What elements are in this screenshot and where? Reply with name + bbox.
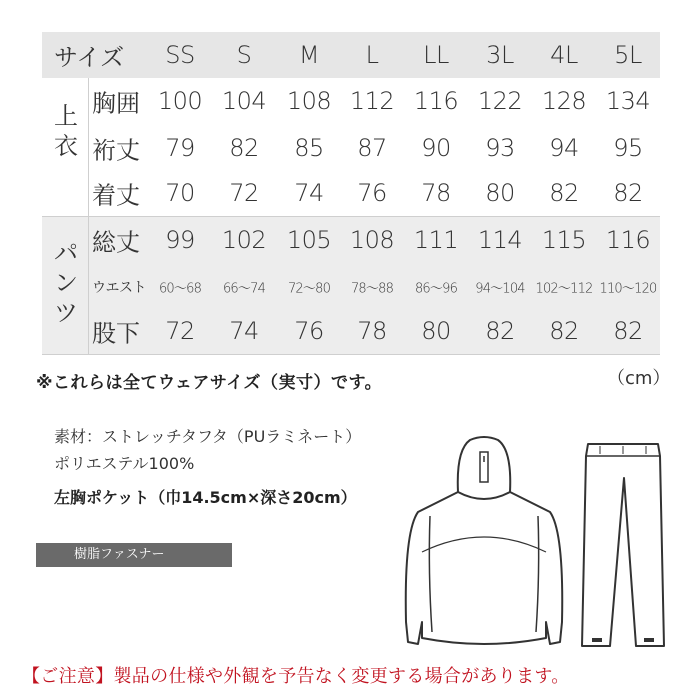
table-cell: 90 — [421, 134, 451, 162]
table-cell: 94〜104 — [475, 281, 525, 297]
row-label: 股下 — [92, 319, 140, 348]
zipper-tag: 樹脂ファスナー — [36, 543, 232, 567]
row-label: 胸囲 — [92, 89, 140, 118]
table-cell: 105 — [286, 226, 332, 254]
table-cell: 70 — [165, 179, 195, 207]
table-cell: 60〜68 — [158, 281, 202, 297]
pants-group-label — [44, 238, 88, 328]
table-cell: 80 — [485, 179, 515, 207]
size-header-cell: M — [298, 41, 320, 69]
table-cell: 66〜74 — [222, 281, 266, 297]
table-cell: 80 — [421, 317, 451, 345]
table-bottom-rule — [42, 354, 660, 355]
table-cell: 82 — [549, 179, 579, 207]
table-cell: 79 — [165, 134, 195, 162]
table-cell: 108 — [349, 226, 395, 254]
material-line-2: ポリエステル100% — [54, 454, 195, 473]
table-cell: 82 — [613, 317, 643, 345]
pocket-spec: 左胸ポケット（巾14.5cm×深さ20cm） — [54, 488, 357, 507]
size-header-cell: L — [365, 41, 379, 69]
caution-notice: 【ご注意】製品の仕様や外観を予告なく変更する場合があります。 — [22, 666, 570, 687]
table-cell: 72 — [165, 317, 195, 345]
table-cell: 128 — [541, 87, 587, 115]
table-cell: 134 — [605, 87, 651, 115]
row-label: 総丈 — [92, 228, 140, 257]
size-header-label: サイズ — [54, 43, 125, 72]
size-header-cell: 3L — [486, 41, 514, 69]
unit-label: （cm） — [607, 368, 671, 389]
size-header-cell: 5L — [614, 41, 642, 69]
section-divider — [42, 216, 660, 217]
size-note: ※これらは全てウェアサイズ（実寸）です。 — [36, 373, 383, 393]
table-cell: 99 — [165, 226, 195, 254]
material-line-1: 素材：ストレッチタフタ（PUラミネート） — [54, 427, 362, 446]
table-cell: 110〜120 — [599, 281, 657, 297]
table-cell: 76 — [357, 179, 387, 207]
table-cell: 85 — [294, 134, 324, 162]
table-cell: 78 — [421, 179, 451, 207]
row-label: 着丈 — [92, 181, 140, 210]
table-cell: 93 — [485, 134, 515, 162]
table-cell: 108 — [286, 87, 332, 115]
table-cell: 82 — [549, 317, 579, 345]
table-cell: 82 — [613, 179, 643, 207]
size-header-cell: 4L — [550, 41, 578, 69]
table-cell: 76 — [294, 317, 324, 345]
table-cell: 78 — [357, 317, 387, 345]
size-header-cell: LL — [423, 41, 449, 69]
table-cell: 74 — [229, 317, 259, 345]
pants-illustration — [580, 438, 666, 656]
table-cell: 102〜112 — [535, 281, 593, 297]
table-cell: 82 — [229, 134, 259, 162]
table-cell: 116 — [413, 87, 459, 115]
jacket-illustration — [400, 432, 568, 654]
table-cell: 100 — [157, 87, 203, 115]
table-cell: 72 — [229, 179, 259, 207]
row-label: 裄丈 — [92, 136, 140, 165]
row-label: ウエスト — [92, 280, 146, 296]
table-cell: 104 — [221, 87, 267, 115]
group-label-text: パンツ — [54, 239, 78, 327]
table-cell: 112 — [349, 87, 395, 115]
size-header-cell: S — [236, 41, 252, 69]
table-cell: 122 — [477, 87, 523, 115]
table-cell: 74 — [294, 179, 324, 207]
table-cell: 115 — [541, 226, 587, 254]
table-cell: 114 — [477, 226, 523, 254]
table-cell: 111 — [413, 226, 459, 254]
top-group-label — [44, 101, 88, 161]
size-header-cell: SS — [165, 41, 195, 69]
table-cell: 116 — [605, 226, 651, 254]
table-cell: 78〜88 — [350, 281, 394, 297]
table-cell: 82 — [485, 317, 515, 345]
table-cell: 94 — [549, 134, 579, 162]
group-label-text: 上衣 — [54, 102, 78, 160]
table-cell: 72〜80 — [287, 281, 331, 297]
table-cell: 86〜96 — [414, 281, 458, 297]
table-cell: 102 — [221, 226, 267, 254]
table-cell: 87 — [357, 134, 387, 162]
table-cell: 95 — [613, 134, 643, 162]
